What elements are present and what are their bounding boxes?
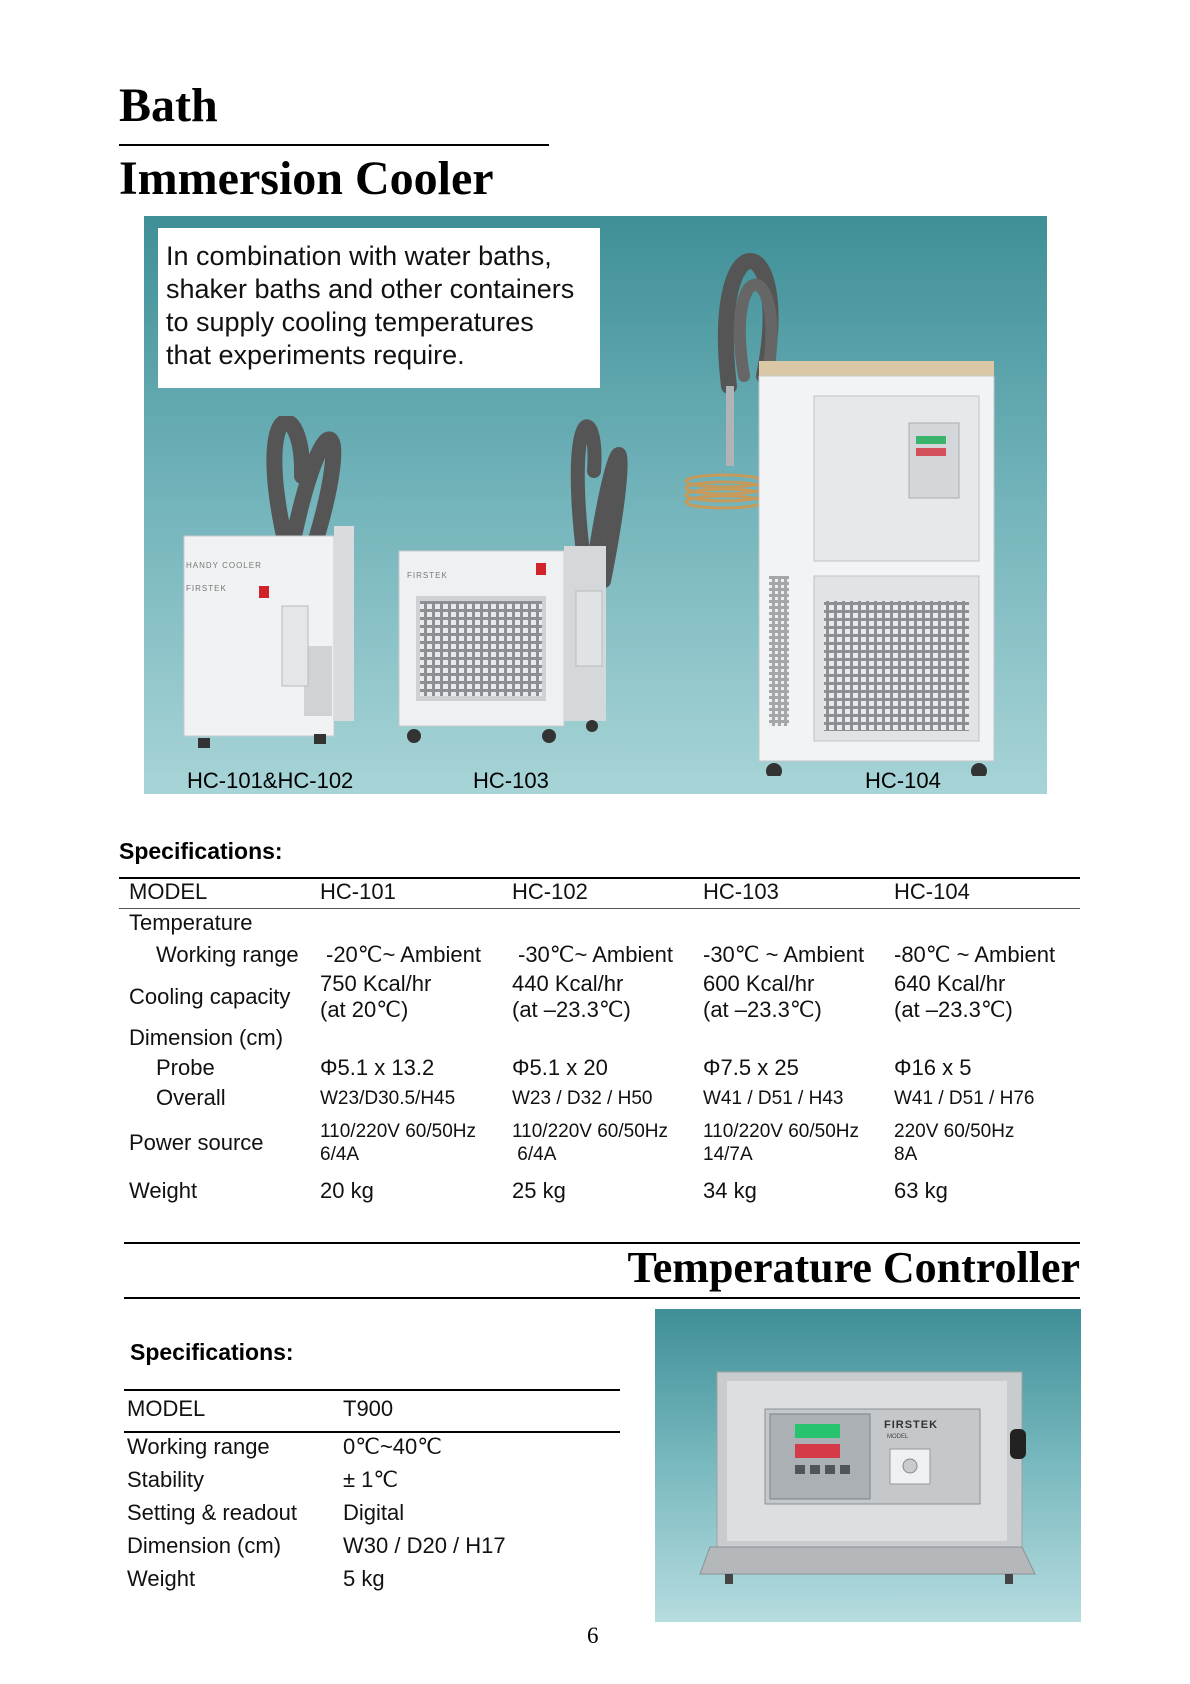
cell-overall-hc102: W23 / D32 / H50 [512, 1088, 653, 1109]
controller-cell-weight: 5 kg [343, 1566, 385, 1591]
title-divider [119, 144, 549, 146]
cell-capacity-hc104: 640 Kcal/hr (at –23.3℃) [894, 971, 1013, 1022]
page-title-line2: Immersion Cooler [119, 152, 494, 205]
controller-cell-stability: ± 1℃ [343, 1467, 399, 1492]
page-title-line1: Bath [119, 79, 218, 132]
controller-row-label-weight: Weight [127, 1566, 196, 1591]
cell-range-hc101: -20℃~ Ambient [326, 942, 481, 967]
cell-range-hc102: -30℃~ Ambient [518, 942, 673, 967]
controller-illustration [655, 1309, 1081, 1622]
cell-model-hc101: HC-101 [320, 879, 396, 904]
controller-cell-working-range: 0℃~40℃ [343, 1434, 442, 1459]
cell-overall-hc104: W41 / D51 / H76 [894, 1088, 1035, 1109]
product-photo-controller [655, 1309, 1081, 1622]
cell-probe-hc102: Φ5.1 x 20 [512, 1055, 608, 1080]
controller-cell-model: T900 [343, 1396, 394, 1421]
cell-power-hc104: 220V 60/50Hz 8A [894, 1121, 1015, 1165]
caption-hc-104: HC-104 [865, 768, 941, 793]
cell-weight-hc104: 63 kg [894, 1178, 948, 1203]
controller-row-label-dimension: Dimension (cm) [127, 1533, 282, 1558]
cell-weight-hc103: 34 kg [703, 1178, 757, 1203]
cell-overall-hc103: W41 / D51 / H43 [703, 1088, 844, 1109]
controller-model-tag: MODEL [887, 1434, 909, 1440]
cell-weight-hc101: 20 kg [320, 1178, 374, 1203]
controller-table-top-rule [124, 1389, 620, 1391]
cell-range-hc103: -30℃ ~ Ambient [703, 942, 865, 967]
cell-range-hc104: -80℃ ~ Ambient [894, 942, 1056, 967]
cell-weight-hc102: 25 kg [512, 1178, 566, 1203]
machine-label-handy-cooler: HANDY COOLER [186, 561, 262, 570]
row-label-cooling-capacity: Cooling capacity [129, 984, 291, 1009]
controller-row-label-setting-readout: Setting & readout [127, 1500, 298, 1525]
machine-label-firstek-1: FIRSTEK [186, 584, 227, 593]
cell-capacity-hc102: 440 Kcal/hr (at –23.3℃) [512, 971, 631, 1022]
section-title-temperature-controller: Temperature Controller [627, 1243, 1080, 1292]
product-photo-coolers [144, 216, 1047, 794]
caption-hc-103: HC-103 [473, 768, 549, 793]
hc-103-cooler-illustration [394, 411, 644, 751]
description-text: In combination with water baths, shaker baths and other containers to supply cooling temperatures that experiments require. [166, 241, 575, 370]
machine-label-firstek-2: FIRSTEK [407, 571, 448, 580]
row-label-temperature: Temperature [129, 910, 253, 935]
caption-hc-101-102: HC-101&HC-102 [187, 768, 354, 793]
cell-overall-hc101: W23/D30.5/H45 [320, 1088, 456, 1109]
controller-brand-label: FIRSTEK [884, 1419, 939, 1431]
cell-model-hc104: HC-104 [894, 879, 970, 904]
cell-model-hc103: HC-103 [703, 879, 779, 904]
cell-probe-hc103: Φ7.5 x 25 [703, 1055, 799, 1080]
cell-probe-hc104: Φ16 x 5 [894, 1055, 972, 1080]
cell-model-hc102: HC-102 [512, 879, 588, 904]
controller-row-label-stability: Stability [127, 1467, 205, 1492]
controller-table-header-rule [124, 1431, 620, 1433]
row-label-model: MODEL [129, 879, 208, 904]
row-label-probe: Probe [156, 1055, 215, 1080]
cell-probe-hc101: Φ5.1 x 13.2 [320, 1055, 435, 1080]
cell-power-hc102: 110/220V 60/50Hz 6/4A [512, 1121, 668, 1165]
page-number: 6 [587, 1623, 599, 1648]
section-rule-bottom [124, 1297, 1080, 1299]
row-label-working-range: Working range [156, 942, 299, 967]
controller-cell-setting-readout: Digital [343, 1500, 405, 1525]
cell-power-hc103: 110/220V 60/50Hz 14/7A [703, 1121, 859, 1165]
controller-row-label-model: MODEL [127, 1396, 206, 1421]
controller-cell-dimension: W30 / D20 / H17 [343, 1533, 506, 1558]
row-label-power-source: Power source [129, 1130, 264, 1155]
controller-specifications-heading: Specifications: [130, 1339, 294, 1365]
row-label-overall: Overall [156, 1085, 226, 1110]
cell-power-hc101: 110/220V 60/50Hz 6/4A [320, 1121, 476, 1165]
cell-capacity-hc103: 600 Kcal/hr (at –23.3℃) [703, 971, 822, 1022]
hc-104-cooler-illustration [684, 236, 1024, 776]
cell-capacity-hc101: 750 Kcal/hr (at 20℃) [320, 971, 432, 1022]
row-label-weight: Weight [129, 1178, 198, 1203]
table-header-rule [119, 908, 1080, 909]
specifications-heading: Specifications: [119, 838, 283, 864]
row-label-dimension: Dimension (cm) [129, 1025, 284, 1050]
controller-row-label-working-range: Working range [127, 1434, 270, 1459]
